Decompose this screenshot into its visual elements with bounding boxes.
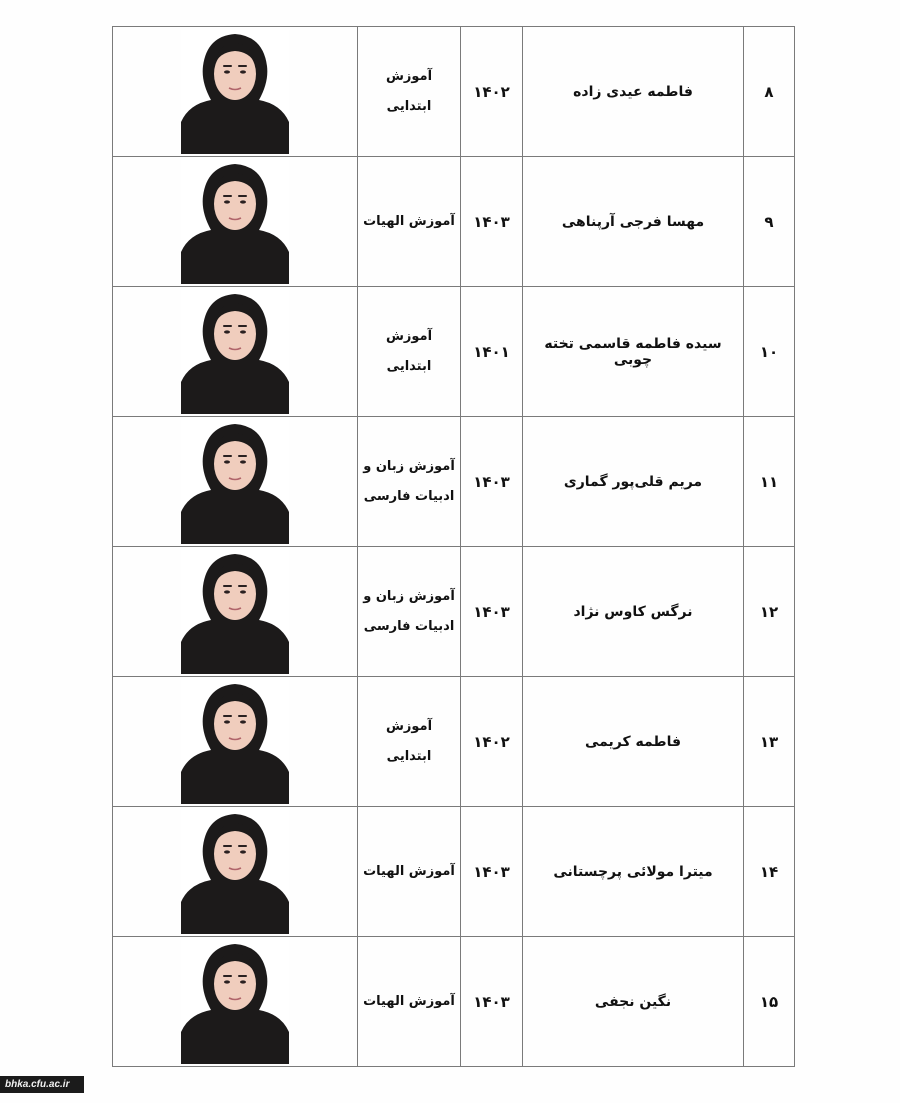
student-name-cell: میترا مولائی پرچستانی — [523, 807, 744, 937]
portrait-icon — [181, 290, 289, 414]
row-number-cell: ۱۵ — [744, 937, 795, 1067]
field-of-study-cell — [358, 677, 461, 807]
field-of-study-line: آموزش زبان و — [363, 458, 455, 474]
table-row — [113, 157, 795, 287]
portrait-icon — [181, 550, 289, 674]
photo-cell — [113, 547, 358, 677]
entry-year-cell: ۱۴۰۲ — [461, 27, 523, 157]
site-watermark: bhka.cfu.ac.ir — [0, 1076, 84, 1093]
roster-body — [113, 27, 795, 1067]
portrait-photo — [181, 810, 289, 934]
portrait-icon — [181, 680, 289, 804]
row-number-cell: ۹ — [744, 157, 795, 287]
field-of-study-line: آموزش — [385, 68, 433, 84]
table-row — [113, 417, 795, 547]
student-name-cell: فاطمه کریمی — [523, 677, 744, 807]
row-number-cell: ۸ — [744, 27, 795, 157]
field-of-study-line: آموزش — [385, 718, 433, 734]
table-row — [113, 937, 795, 1067]
entry-year-cell: ۱۴۰۳ — [461, 157, 523, 287]
photo-cell — [113, 417, 358, 547]
row-number-cell: ۱۱ — [744, 417, 795, 547]
student-name-cell: مریم قلی‌پور گماری — [523, 417, 744, 547]
field-of-study-cell — [358, 547, 461, 677]
student-name-cell: مهسا فرجی آرپناهی — [523, 157, 744, 287]
portrait-photo — [181, 420, 289, 544]
portrait-icon — [181, 420, 289, 544]
field-of-study-line: آموزش الهیات — [363, 213, 455, 229]
entry-year-cell: ۱۴۰۳ — [461, 937, 523, 1067]
portrait-photo — [181, 680, 289, 804]
student-name-cell: فاطمه عیدی زاده — [523, 27, 744, 157]
portrait-icon — [181, 30, 289, 154]
entry-year-cell: ۱۴۰۳ — [461, 807, 523, 937]
portrait-photo — [181, 940, 289, 1064]
portrait-icon — [181, 940, 289, 1064]
row-number-cell: ۱۰ — [744, 287, 795, 417]
row-number-cell: ۱۲ — [744, 547, 795, 677]
entry-year-cell: ۱۴۰۱ — [461, 287, 523, 417]
photo-cell — [113, 27, 358, 157]
portrait-icon — [181, 810, 289, 934]
table-row — [113, 807, 795, 937]
field-of-study-line: آموزش — [385, 328, 433, 344]
portrait-icon — [181, 160, 289, 284]
row-number-cell: ۱۳ — [744, 677, 795, 807]
field-of-study-cell — [358, 937, 461, 1067]
photo-cell — [113, 807, 358, 937]
field-of-study-line: آموزش زبان و — [363, 588, 455, 604]
field-of-study-line: ابتدایی — [386, 98, 432, 114]
table-row — [113, 547, 795, 677]
student-name-cell: نرگس کاوس نژاد — [523, 547, 744, 677]
field-of-study-line: ابتدایی — [386, 748, 432, 764]
photo-cell — [113, 157, 358, 287]
photo-cell — [113, 937, 358, 1067]
field-of-study-cell — [358, 287, 461, 417]
field-of-study-line: ابتدایی — [386, 358, 432, 374]
entry-year-cell: ۱۴۰۳ — [461, 547, 523, 677]
field-of-study-line: ادبیات فارسی — [363, 618, 455, 634]
field-of-study-cell — [358, 27, 461, 157]
student-name-cell: نگین نجفی — [523, 937, 744, 1067]
entry-year-cell: ۱۴۰۲ — [461, 677, 523, 807]
table-row — [113, 27, 795, 157]
portrait-photo — [181, 30, 289, 154]
field-of-study-line: آموزش الهیات — [363, 993, 455, 1009]
field-of-study-cell — [358, 807, 461, 937]
portrait-photo — [181, 290, 289, 414]
table-row — [113, 677, 795, 807]
field-of-study-cell — [358, 157, 461, 287]
portrait-photo — [181, 550, 289, 674]
field-of-study-line: ادبیات فارسی — [363, 488, 455, 504]
student-name-cell: سیده فاطمه قاسمی تخته چوبی — [523, 287, 744, 417]
row-number-cell: ۱۴ — [744, 807, 795, 937]
photo-cell — [113, 677, 358, 807]
portrait-photo — [181, 160, 289, 284]
field-of-study-line: آموزش الهیات — [363, 863, 455, 879]
student-roster-table — [112, 26, 795, 1067]
table-row — [113, 287, 795, 417]
photo-cell — [113, 287, 358, 417]
entry-year-cell: ۱۴۰۳ — [461, 417, 523, 547]
field-of-study-cell — [358, 417, 461, 547]
